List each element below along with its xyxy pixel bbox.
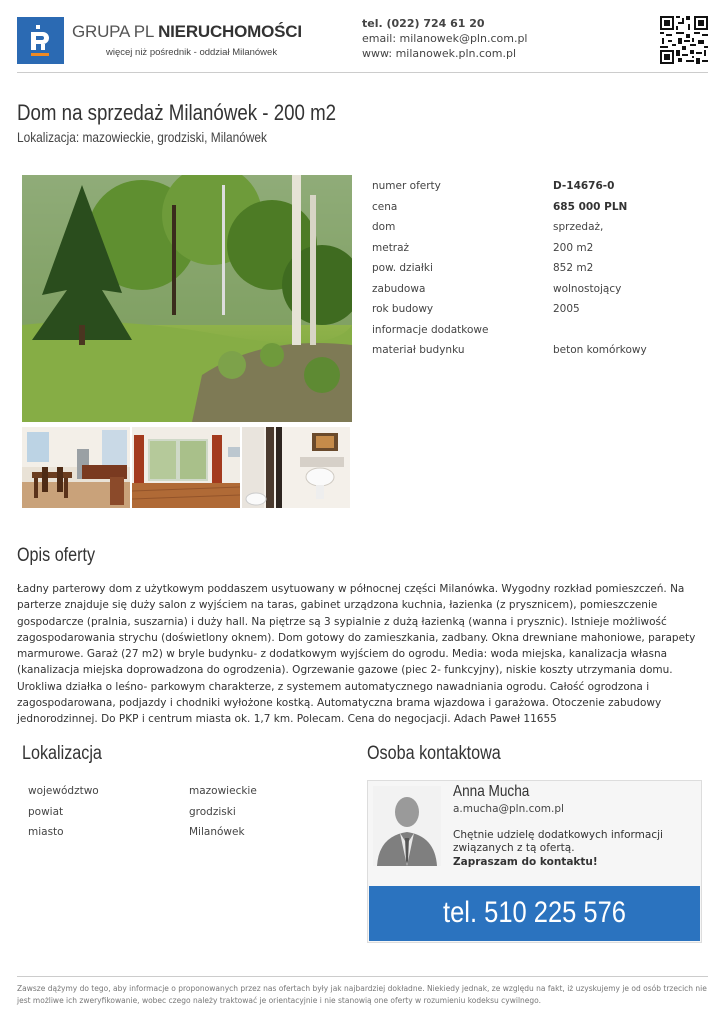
spec-label: materiał budynku: [372, 344, 465, 356]
description-heading: Opis oferty: [17, 545, 96, 566]
office-phone[interactable]: tel. (022) 724 61 20: [362, 17, 485, 30]
agent-phone-button[interactable]: [369, 886, 700, 941]
spec-value: beton komórkowy: [553, 344, 647, 356]
spec-row-building-type: [372, 279, 712, 300]
office-contact: [362, 16, 527, 61]
spec-row-material: [372, 340, 712, 361]
location-value: grodziski: [189, 806, 236, 818]
spec-label: zabudowa: [372, 282, 426, 295]
agent-phone[interactable]: tel. 510 225 576: [443, 896, 626, 929]
location-label: powiat: [28, 806, 64, 818]
location-value: Milanówek: [189, 826, 245, 838]
contact-heading: Osoba kontaktowa: [367, 743, 501, 764]
spec-value: 852 m2: [553, 262, 594, 274]
main-photo-garden[interactable]: [22, 175, 352, 422]
spec-label: informacje dodatkowe: [372, 323, 489, 336]
spec-label: pow. działki: [372, 262, 433, 274]
listing-title: Dom na sprzedaż Milanówek - 200 m2: [17, 100, 337, 125]
location-heading: Lokalizacja: [22, 743, 102, 764]
spec-value: 685 000 PLN: [553, 200, 628, 213]
location-value: mazowieckie: [189, 785, 257, 797]
spec-label: cena: [372, 200, 398, 213]
thumbnail-living-room[interactable]: [132, 427, 240, 508]
spec-row-year-built: [372, 299, 712, 320]
spec-row-type: [372, 217, 712, 238]
office-website[interactable]: www: milanowek.pln.com.pl: [362, 47, 517, 60]
spec-label: dom: [372, 221, 396, 233]
spec-row-area: [372, 238, 712, 259]
specs-table: [372, 176, 712, 361]
qr-code-icon[interactable]: [660, 16, 708, 64]
agent-avatar: [373, 786, 441, 866]
spec-value: sprzedaż,: [553, 221, 604, 233]
spec-value: wolnostojący: [553, 282, 622, 295]
agent-cta: Zapraszam do kontaktu!: [453, 856, 598, 868]
spec-label: rok budowy: [372, 303, 434, 315]
location-label: miasto: [28, 826, 64, 838]
spec-row-price: [372, 197, 712, 218]
description-text: Ładny parterowy dom z użytkowym poddaszem usytuowany w północnej części Milanówka. Wygodny rozkład pomieszczeń. Na parterze znajduje się duży salon z wyjściem na taras, gabinet urządzona kuchnia, łazienka (z prysznicem), pomieszczenie gospodarcze (pralnia, suszarnia) i duży hall. Na piętrze są 3 sypialnie z dużą łazienką (wanna i prysznic). Istnieje możliwość zagospodarowania strychu (doświetlony oknem). Dom gotowy do zamieszkania, zadbany. Okna drewniane mahoniowe, parapety marmurowe. Garaż (27 m2) w bryle budynku- z dodatkowym wyjściem do ogrodu. Media: woda miejska, kanalizacja własna (kanalizacja miejska doprowadzona do ogrodzenia). Ogrzewanie gazowe (piec 2- funkcyjny), niskie koszty utrzymania domu. Urokliwa działka o leśno- parkowym charakterze, z systemem automatycznego nawadniania ogrodu. Całość ogrodzona i zagospodarowana, podjazdy i chodniki wyłożone kostką. Automatyczna brama wjazdowa i garażowa. Otoczenie zabudowy jednorodzinnej. Do PKP i centrum miasta ok. 1,7 km. Polecam. Cena do negocjacji. Adach Paweł 11655: [17, 583, 696, 726]
spec-row-offer-number: [372, 176, 712, 197]
header-divider: [17, 72, 708, 73]
spec-value: 200 m2: [553, 241, 594, 254]
location-label: województwo: [28, 785, 99, 797]
agent-email[interactable]: a.mucha@pln.com.pl: [453, 803, 564, 815]
spec-label: metraż: [372, 241, 410, 254]
spec-row-additional-info: [372, 320, 712, 341]
office-email[interactable]: email: milanowek@pln.com.pl: [362, 32, 528, 45]
listing-location: Lokalizacja: mazowieckie, grodziski, Milanówek: [17, 129, 268, 145]
disclaimer: Zawsze dążymy do tego, aby informacje o proponowanych przez nas ofertach były jak najbardziej dokładne. Niekiedy jednak, ze względu na fakt, iż uzyskujemy je od osób trzecich nie jest możliwe ich zweryfikowanie, wobec czego należy traktować je orientacyjnie i nie stanowią one oferty w rozumieniu kodeksu cywilnego.: [17, 984, 707, 1005]
brand-name: GRUPA PL NIERUCHOMOŚCI: [72, 22, 302, 41]
spec-label: numer oferty: [372, 180, 441, 192]
spec-row-plot-area: [372, 258, 712, 279]
spec-value: D-14676-0: [553, 180, 615, 192]
footer-divider: [17, 976, 708, 977]
agent-name: Anna Mucha: [453, 783, 530, 800]
agent-message: Chętnie udzielę dodatkowych informacji związanych z tą ofertą.: [453, 829, 663, 854]
thumbnail-bathroom[interactable]: [242, 427, 350, 508]
thumbnail-kitchen[interactable]: [22, 427, 130, 508]
spec-value: 2005: [553, 303, 580, 315]
brand-tagline: więcej niż pośrednik - oddział Milanówek: [106, 47, 278, 58]
company-logo-icon: [17, 17, 64, 64]
